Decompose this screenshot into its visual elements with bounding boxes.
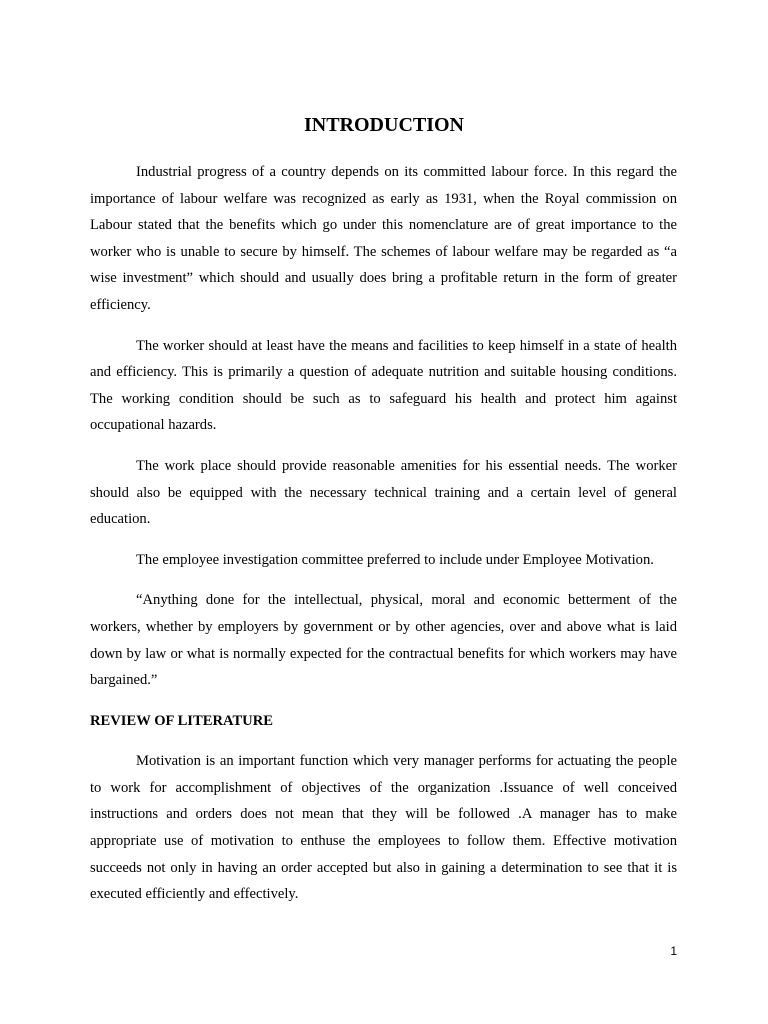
document-body xyxy=(90,159,677,922)
section-heading-review: REVIEW OF LITERATURE xyxy=(90,712,273,729)
paragraph-work-place: The work place should provide reasonable amenities for his essential needs. The worker should also be equipped with the necessary technical training and a certain level of general education. xyxy=(90,457,677,528)
paragraph-quote: “Anything done for the intellectual, physical, moral and economic betterment of the workers, whether by employers by government or by other agencies, over and above what is laid down by law or what is normally expected for the contractual benefits for which workers may have bargained.” xyxy=(90,592,677,689)
paragraph-industrial-progress: Industrial progress of a country depends on its committed labour force. In this regard the importance of labour welfare was recognized as early as 1931, when the Royal commission on Labour stated that the benefits which go under this nomenclature are of great importance to the worker who is unable to secure by himself. The schemes of labour welfare may be regarded as “a wise investment” which should and usually does bring a profitable return in the form of greater efficiency. xyxy=(90,164,677,313)
paragraph-committee: The employee investigation committee preferred to include under Employee Motivation. xyxy=(136,551,654,568)
page-title: INTRODUCTION xyxy=(303,114,465,136)
paragraph-motivation: Motivation is an important function which very manager performs for actuating the people to work for accomplishment of objectives of the organization .Issuance of well conceived instructions and orders does not mean that they will be followed .A manager has to make appropriate use of motivation to enthuse the employees to follow them. Effective motivation succeeds not only in having an order accepted but also in gaining a determination to see that it is executed efficiently and effectively. xyxy=(90,753,677,903)
paragraph-worker-health: The worker should at least have the means and facilities to keep himself in a state of health and efficiency. This is primarily a question of adequate nutrition and suitable housing conditions. The working condition should be such as to safeguard his health and protect him against occupational hazards. xyxy=(90,337,677,434)
page-number: 1 xyxy=(670,944,677,958)
